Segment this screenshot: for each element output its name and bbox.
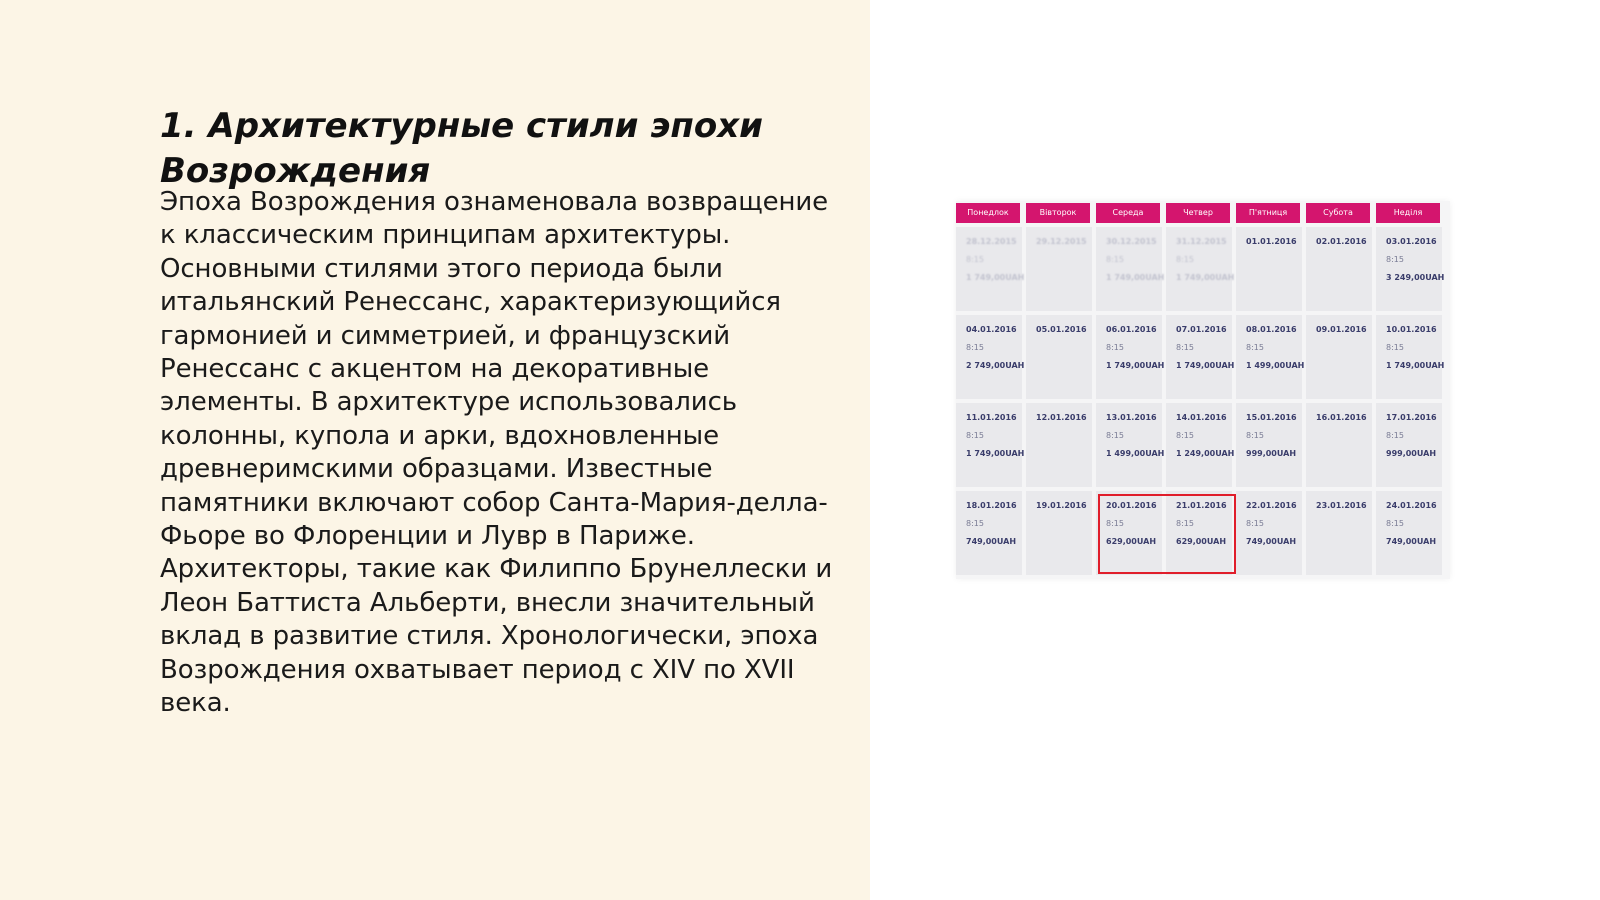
day-date: 01.01.2016	[1246, 237, 1297, 246]
day-time	[1246, 251, 1296, 269]
day-price	[1036, 269, 1086, 287]
day-header: Четвер	[1166, 203, 1230, 223]
day-time: 8:15	[1386, 343, 1404, 352]
calendar-day-cell	[956, 227, 1025, 311]
day-date: 17.01.2016	[1386, 413, 1437, 422]
calendar-day-cell	[1026, 227, 1092, 311]
calendar-day-cell	[1376, 491, 1442, 575]
day-header: Вівторок	[1026, 203, 1090, 223]
day-time: 8:15	[966, 343, 984, 352]
day-time	[1036, 339, 1086, 357]
day-price: 749,00UAH	[966, 537, 1017, 546]
day-time: 8:15	[1106, 431, 1124, 440]
day-date: 03.01.2016	[1386, 237, 1437, 246]
day-date: 08.01.2016	[1246, 325, 1297, 334]
day-time	[1316, 251, 1366, 269]
day-time: 8:15	[1176, 255, 1194, 264]
day-time: 8:15	[1106, 343, 1124, 352]
day-time: 8:15	[966, 255, 984, 264]
calendar-day-cell	[1026, 403, 1092, 487]
day-price	[1036, 357, 1086, 375]
day-date: 19.01.2016	[1036, 501, 1087, 510]
calendar-day-cell	[1236, 491, 1302, 575]
day-time: 8:15	[1176, 343, 1194, 352]
day-price: 3 249,00UAH	[1386, 273, 1445, 282]
day-price: 1 249,00UAH	[1176, 449, 1235, 458]
day-price: 1 749,00UAH	[1106, 273, 1165, 282]
day-price	[1316, 357, 1366, 375]
day-price: 1 749,00UAH	[966, 273, 1025, 282]
day-time: 8:15	[1106, 255, 1124, 264]
day-price: 749,00UAH	[1386, 537, 1437, 546]
day-header: П'ятниця	[1236, 203, 1300, 223]
day-price	[1316, 445, 1366, 463]
day-date: 14.01.2016	[1176, 413, 1227, 422]
day-date: 22.01.2016	[1246, 501, 1297, 510]
calendar-day-cell	[1236, 227, 1302, 311]
calendar-day-cell	[956, 315, 1025, 399]
day-time: 8:15	[966, 431, 984, 440]
day-time	[1036, 427, 1086, 445]
calendar-day-cell	[1376, 315, 1445, 399]
day-price: 1 499,00UAH	[1106, 449, 1165, 458]
calendar-day-cell	[1166, 315, 1235, 399]
slide-title: 1. Архитектурные стили эпохи Возрождения	[160, 106, 764, 191]
day-price	[1316, 269, 1366, 287]
day-date: 23.01.2016	[1316, 501, 1367, 510]
day-price	[1036, 445, 1086, 463]
day-date: 04.01.2016	[966, 325, 1017, 334]
calendar-day-cell	[956, 491, 1022, 575]
day-header: Субота	[1306, 203, 1370, 223]
calendar-day-cell	[1096, 403, 1165, 487]
day-date: 15.01.2016	[1246, 413, 1297, 422]
day-price: 999,00UAH	[1246, 449, 1297, 458]
day-date: 18.01.2016	[966, 501, 1017, 510]
day-time: 8:15	[1176, 519, 1194, 528]
calendar-header-row	[956, 201, 1450, 225]
day-header: Середа	[1096, 203, 1160, 223]
day-time: 8:15	[1386, 519, 1404, 528]
day-date: 09.01.2016	[1316, 325, 1367, 334]
day-date: 06.01.2016	[1106, 325, 1157, 334]
day-time	[1316, 427, 1366, 445]
day-price: 2 749,00UAH	[966, 361, 1025, 370]
day-time: 8:15	[1246, 519, 1264, 528]
day-time	[1316, 339, 1366, 357]
day-date: 13.01.2016	[1106, 413, 1157, 422]
day-time: 8:15	[1386, 255, 1404, 264]
day-date: 16.01.2016	[1316, 413, 1367, 422]
day-date: 21.01.2016	[1176, 501, 1227, 510]
day-price	[1246, 269, 1296, 287]
day-date: 05.01.2016	[1036, 325, 1087, 334]
calendar-day-cell	[1306, 403, 1372, 487]
calendar-day-cell	[956, 403, 1025, 487]
day-date: 02.01.2016	[1316, 237, 1367, 246]
day-time: 8:15	[1246, 343, 1264, 352]
calendar-day-cell	[1026, 315, 1092, 399]
day-date: 28.12.2015	[966, 237, 1017, 246]
day-price: 1 499,00UAH	[1246, 361, 1305, 370]
day-time	[1036, 515, 1086, 533]
calendar-day-cell	[1306, 491, 1372, 575]
day-time: 8:15	[1386, 431, 1404, 440]
calendar-day-cell	[1306, 227, 1372, 311]
day-price	[1316, 533, 1366, 551]
calendar-day-cell	[1376, 227, 1445, 311]
day-date: 20.01.2016	[1106, 501, 1157, 510]
day-price: 1 749,00UAH	[966, 449, 1025, 458]
day-date: 10.01.2016	[1386, 325, 1437, 334]
slide-body-text: Эпоха Возрождения ознаменовала возвращение к классическим принципам архитектуры. Основными стилями этого периода были итальянский Ренессанс, характеризующийся гармонией и симметрией, и французский Ренессанс с акцентом на декоративные элементы. В архитектуре использовались колонны, купола и арки, вдохновленные древнеримскими образцами. Известные памятники включают собор Санта-Мария-делла-Фьоре во Флоренции и Лувр в Париже. Архитекторы, такие как Филиппо Брунеллески и Леон Баттиста Альберти, внесли значительный вклад в развитие стиля. Хронологически, эпоха Возрождения охватывает период с XIV по XVII века.	[160, 187, 833, 719]
day-date: 07.01.2016	[1176, 325, 1227, 334]
day-price: 629,00UAH	[1106, 537, 1157, 546]
day-price: 1 749,00UAH	[1176, 273, 1235, 282]
day-date: 31.12.2015	[1176, 237, 1227, 246]
day-time: 8:15	[966, 519, 984, 528]
day-price	[1036, 533, 1086, 551]
calendar-day-cell	[1096, 227, 1165, 311]
day-date: 24.01.2016	[1386, 501, 1437, 510]
day-time: 8:15	[1246, 431, 1264, 440]
calendar-day-cell	[1166, 403, 1235, 487]
day-time	[1316, 515, 1366, 533]
day-price: 1 749,00UAH	[1386, 361, 1445, 370]
calendar-day-cell	[1096, 315, 1165, 399]
day-price: 629,00UAH	[1176, 537, 1227, 546]
calendar-day-cell	[1306, 315, 1372, 399]
day-price: 749,00UAH	[1246, 537, 1297, 546]
calendar-day-cell-highlighted	[1166, 491, 1232, 575]
price-calendar-image	[956, 201, 1450, 579]
day-price: 999,00UAH	[1386, 449, 1437, 458]
day-time	[1036, 251, 1086, 269]
calendar-day-cell	[1236, 315, 1305, 399]
calendar-day-cell	[1376, 403, 1442, 487]
day-date: 11.01.2016	[966, 413, 1017, 422]
day-price: 1 749,00UAH	[1106, 361, 1165, 370]
calendar-day-cell-highlighted	[1096, 491, 1162, 575]
day-header: Неділя	[1376, 203, 1440, 223]
calendar-day-cell	[1236, 403, 1302, 487]
day-date: 12.01.2016	[1036, 413, 1087, 422]
calendar-day-cell	[1166, 227, 1235, 311]
day-header: Понедлок	[956, 203, 1020, 223]
day-time: 8:15	[1106, 519, 1124, 528]
day-date: 29.12.2015	[1036, 237, 1087, 246]
calendar-day-cell	[1026, 491, 1092, 575]
day-price: 1 749,00UAH	[1176, 361, 1235, 370]
day-time: 8:15	[1176, 431, 1194, 440]
day-date: 30.12.2015	[1106, 237, 1157, 246]
